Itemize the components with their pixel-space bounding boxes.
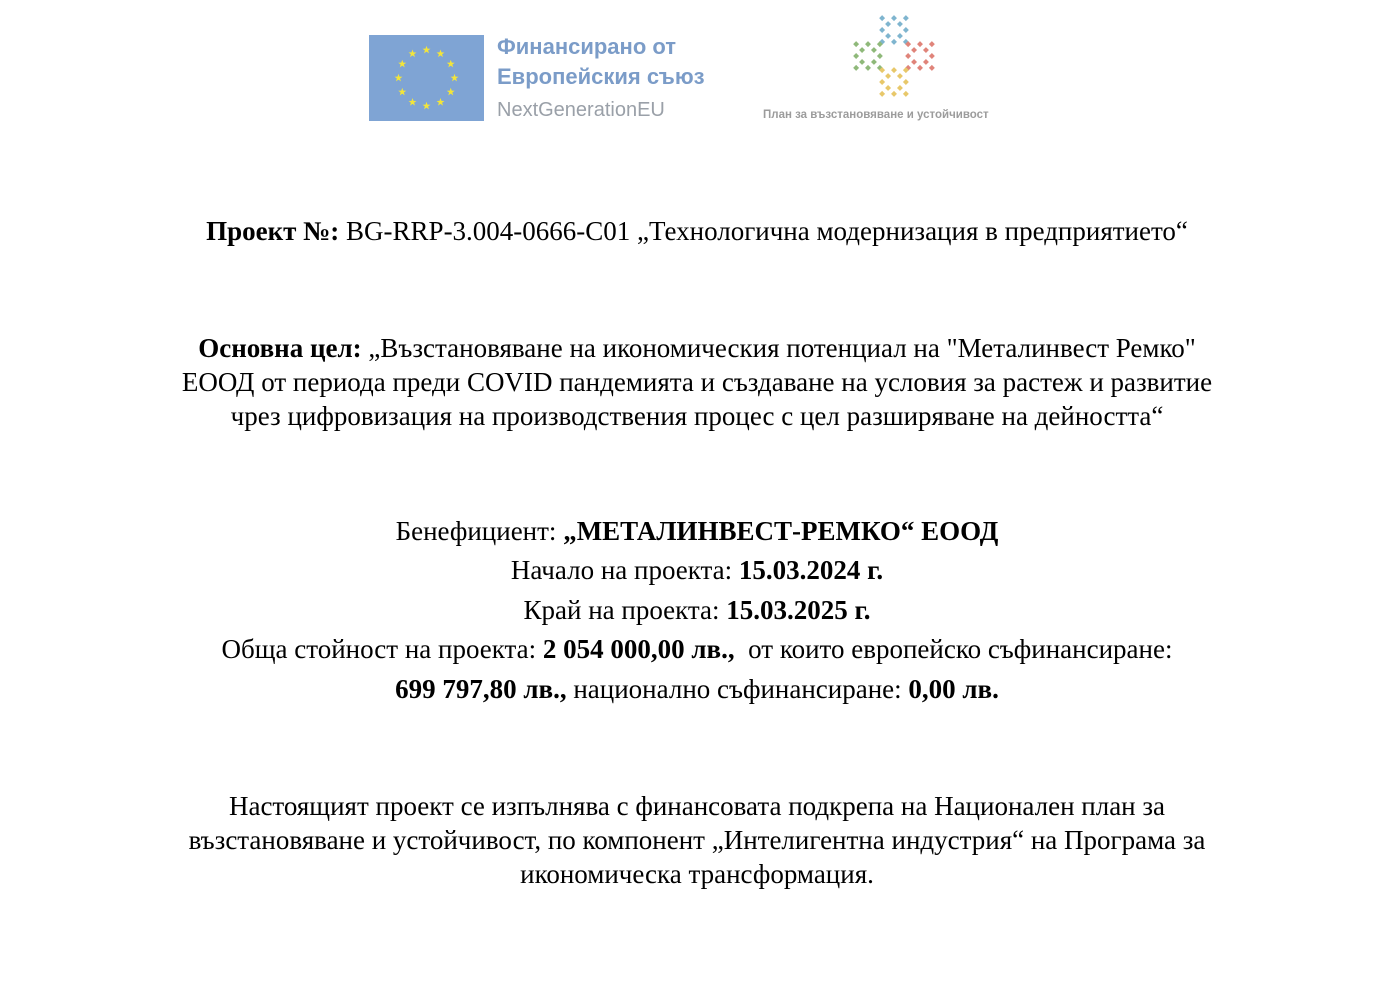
- project-number: [0, 214, 1394, 248]
- rrp-diamond-icon: [903, 79, 909, 85]
- rrp-diamond-icon: [891, 39, 897, 45]
- goal-line-3: чрез цифровизация на производствения процес с цел разширяване на дейността“: [230, 401, 1164, 431]
- rrp-diamond-icon: [877, 53, 883, 59]
- beneficiary-value: „МЕТАЛИНВЕСТ-РЕМКО“ ЕООД: [563, 516, 999, 546]
- national-cofinancing-label: национално съфинансиране:: [566, 674, 909, 704]
- project-label: Проект №:: [206, 216, 340, 246]
- rrp-diamond-icon: [859, 47, 865, 53]
- rrp-diamond-icon: [859, 59, 865, 65]
- rrp-diamond-icon: [885, 21, 891, 27]
- rrp-diamond-icon: [897, 21, 903, 27]
- end-date-line: [0, 593, 1394, 627]
- eu-star-icon: [423, 46, 431, 54]
- rrp-diamond-icon: [879, 15, 885, 21]
- rrp-diamond-icon: [891, 67, 897, 73]
- start-date-label: Начало на проекта:: [510, 555, 739, 585]
- goal-line-1: [0, 331, 1394, 365]
- eu-star-icon: [437, 50, 445, 58]
- rrp-diamond-icon: [897, 33, 903, 39]
- eu-star-icon: [398, 88, 406, 96]
- rrp-diamond-icon: [885, 73, 891, 79]
- rrp-diamond-icon: [903, 27, 909, 33]
- rrp-diamond-icon: [923, 59, 929, 65]
- eu-star-icon: [409, 98, 417, 106]
- eu-star-icon: [451, 74, 459, 82]
- rrp-caption: План за възстановяване и устойчивост: [763, 109, 989, 121]
- eu-star-icon: [447, 88, 455, 96]
- header-logos: [0, 0, 1394, 140]
- beneficiary-line: [0, 514, 1394, 548]
- footer-line-1: Настоящият проект се изпълнява с финансовата подкрепа на Национален план за: [228, 791, 1166, 821]
- rrp-diamond-icon: [891, 91, 897, 97]
- rrp-diamond-icon: [871, 47, 877, 53]
- eu-cofinancing-label: от които европейско съфинансиране:: [734, 634, 1173, 664]
- eu-cofinancing-value: 699 797,80 лв.,: [395, 674, 567, 704]
- eu-star-icon: [409, 50, 417, 58]
- rrp-diamond-icon: [879, 79, 885, 85]
- rrp-diamond-icon: [917, 65, 923, 71]
- rrp-diamond-icon: [929, 65, 935, 71]
- rrp-diamond-icon: [871, 59, 877, 65]
- rrp-diamond-icon: [929, 53, 935, 59]
- eu-star-icon: [437, 98, 445, 106]
- goal-label: Основна цел:: [198, 333, 362, 363]
- start-date-line: [0, 553, 1394, 587]
- start-date-value: 15.03.2024 г.: [738, 555, 884, 585]
- rrp-diamond-icon: [903, 91, 909, 97]
- beneficiary-label: Бенефициент:: [395, 516, 564, 546]
- rrp-diamond-icon: [853, 41, 859, 47]
- total-value-line: [0, 632, 1394, 666]
- cofinancing-line: [0, 672, 1394, 706]
- end-date-value: 15.03.2025 г.: [726, 595, 871, 625]
- rrp-diamond-icon: [911, 59, 917, 65]
- eu-star-icon: [398, 60, 406, 68]
- rrp-diamond-icon: [903, 15, 909, 21]
- footer-line-3: икономическа трансформация.: [520, 859, 874, 889]
- eu-line-3: NextGenerationEU: [497, 99, 665, 121]
- rrp-diamond-icon: [879, 27, 885, 33]
- goal-text-1: „Възстановяване на икономическия потенциал на "Металинвест Ремко": [361, 333, 1196, 363]
- rrp-diamond-icon: [923, 47, 929, 53]
- end-date-label: Край на проекта:: [523, 595, 727, 625]
- rrp-diamond-icon: [897, 85, 903, 91]
- total-label: Обща стойност на проекта:: [221, 634, 543, 664]
- rrp-diamond-icon: [853, 53, 859, 59]
- eu-line-2: Европейския съюз: [497, 64, 705, 89]
- rrp-logo-icon: [838, 6, 950, 114]
- rrp-diamond-icon: [865, 65, 871, 71]
- eu-star-icon: [395, 74, 403, 82]
- project-value: BG-RRP-3.004-0666-C01 „Технологична модернизация в предприятието“: [339, 216, 1188, 246]
- rrp-diamond-icon: [885, 33, 891, 39]
- national-cofinancing-value: 0,00 лв.: [908, 674, 999, 704]
- eu-line-1: Финансирано от: [497, 34, 677, 59]
- rrp-diamond-icon: [853, 65, 859, 71]
- rrp-diamond-icon: [891, 15, 897, 21]
- footer-line-2: възстановяване и устойчивост, по компонент „Интелигентна индустрия“ на Програма за: [188, 825, 1206, 855]
- eu-flag-icon: [369, 35, 484, 121]
- rrp-diamond-icon: [885, 85, 891, 91]
- rrp-diamond-icon: [879, 91, 885, 97]
- rrp-diamond-icon: [865, 41, 871, 47]
- rrp-diamond-icon: [905, 53, 911, 59]
- rrp-diamond-icon: [897, 73, 903, 79]
- rrp-diamond-icon: [929, 41, 935, 47]
- eu-star-icon: [447, 60, 455, 68]
- eu-star-icon: [423, 102, 431, 110]
- total-value: 2 054 000,00 лв.,: [542, 634, 735, 664]
- rrp-diamond-icon: [911, 47, 917, 53]
- eu-funding-text: [497, 32, 705, 128]
- rrp-diamond-icon: [917, 41, 923, 47]
- goal-line-2: ЕООД от периода преди COVID пандемията и създаване на условия за растеж и развитие: [181, 367, 1213, 397]
